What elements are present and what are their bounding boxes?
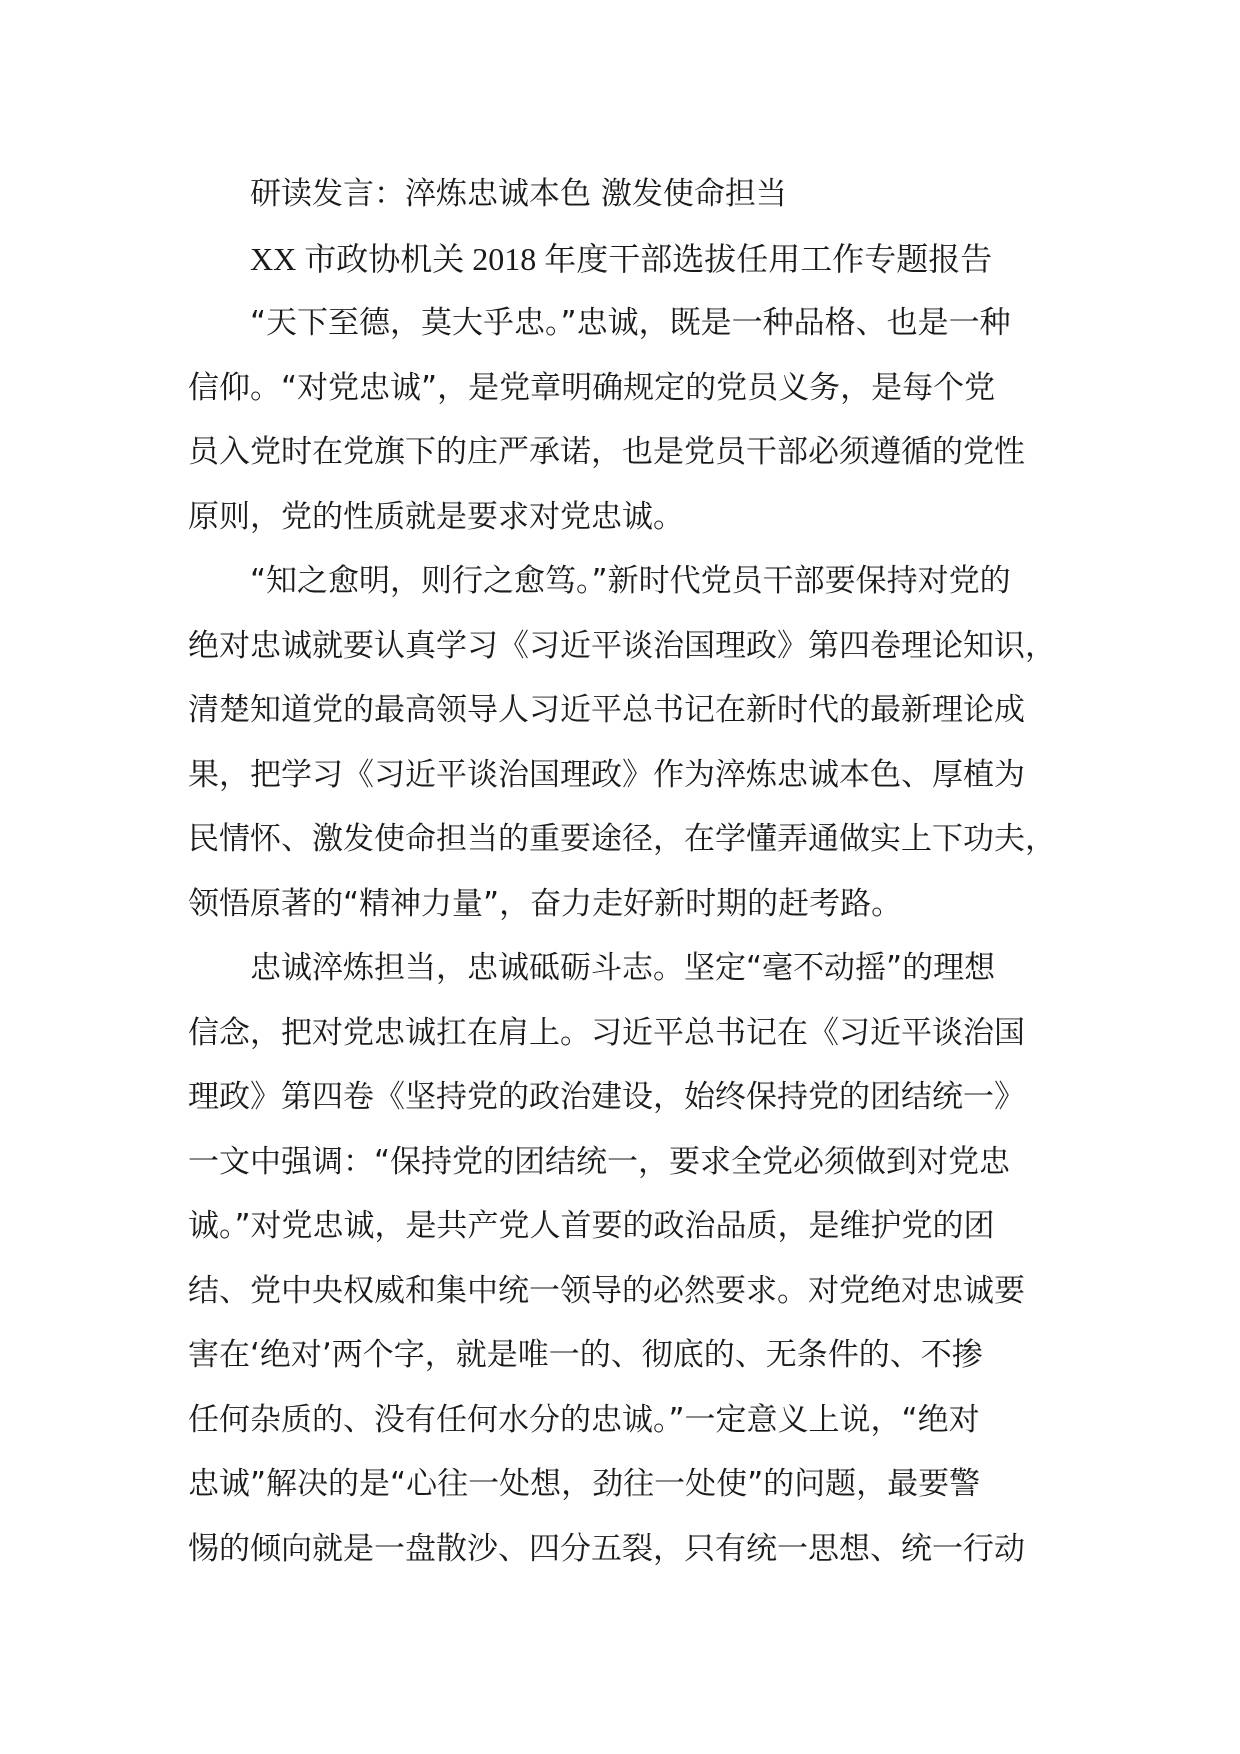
document-subtitle: XX 市政协机关 2018 年度干部选拔任用工作专题报告: [250, 240, 993, 277]
paragraph-2: [188, 549, 1068, 936]
paragraph-line: “天下至德，莫大乎忠。”忠诚，既是一种品格、也是一种: [250, 305, 1011, 341]
paragraph-line: 员入党时在党旗下的庄严承诺，也是党员干部必须遵循的党性: [188, 434, 1025, 470]
paragraph-line: 清楚知道党的最高领导人习近平总书记在新时代的最新理论成: [188, 692, 1025, 728]
paragraph-line: 原则，党的性质就是要求对党忠诚。: [188, 498, 684, 535]
paragraph-line: 任何杂质的、没有任何水分的忠诚。”一定意义上说，“绝对: [188, 1401, 980, 1438]
paragraph-line: “知之愈明，则行之愈笃。”新时代党员干部要保持对党的: [250, 563, 1011, 599]
paragraph-line: 信仰。“对党忠诚”，是党章明确规定的党员义务，是每个党: [188, 369, 996, 406]
paragraph-line: 结、党中央权威和集中统一领导的必然要求。对党绝对忠诚要: [188, 1272, 1025, 1309]
paragraph-3: [188, 936, 1068, 1581]
paragraph-line: 害在‘绝对’两个字，就是唯一的、彻底的、无条件的、不掺: [188, 1337, 983, 1373]
paragraph-line: 领悟原著的“精神力量”，奋力走好新时期的赶考路。: [188, 885, 903, 922]
paragraph-line: 民情怀、激发使命担当的重要途径，在学懂弄通做实上下功夫，: [188, 821, 1056, 857]
paragraph-line: 果，把学习《习近平谈治国理政》作为淬炼忠诚本色、厚植为: [188, 756, 1025, 793]
paragraph-line: 忠诚淬炼担当，忠诚砥砺斗志。坚定“毫不动摇”的理想: [250, 950, 996, 986]
document-body: [188, 162, 1068, 1581]
paragraph-line: 诚。”对党忠诚，是共产党人首要的政治品质，是维护党的团: [188, 1208, 995, 1244]
paragraph-line: 惕的倾向就是一盘散沙、四分五裂，只有统一思想、统一行动: [188, 1530, 1025, 1567]
paragraph-line: 理政》第四卷《坚持党的政治建设，始终保持党的团结统一》: [188, 1079, 1025, 1115]
document-title: 研读发言：淬炼忠诚本色 激发使命担当: [250, 176, 787, 212]
paragraph-line: 一文中强调：“保持党的团结统一，要求全党必须做到对党忠: [188, 1143, 1011, 1180]
paragraph-line: 信念，把对党忠诚扛在肩上。习近平总书记在《习近平谈治国: [188, 1014, 1025, 1051]
paragraph-1: [188, 291, 1068, 549]
paragraph-line: 绝对忠诚就要认真学习《习近平谈治国理政》第四卷理论知识，: [188, 627, 1056, 664]
paragraph-line: 忠诚”解决的是“心往一处想，劲往一处使”的问题，最要警: [188, 1466, 981, 1502]
